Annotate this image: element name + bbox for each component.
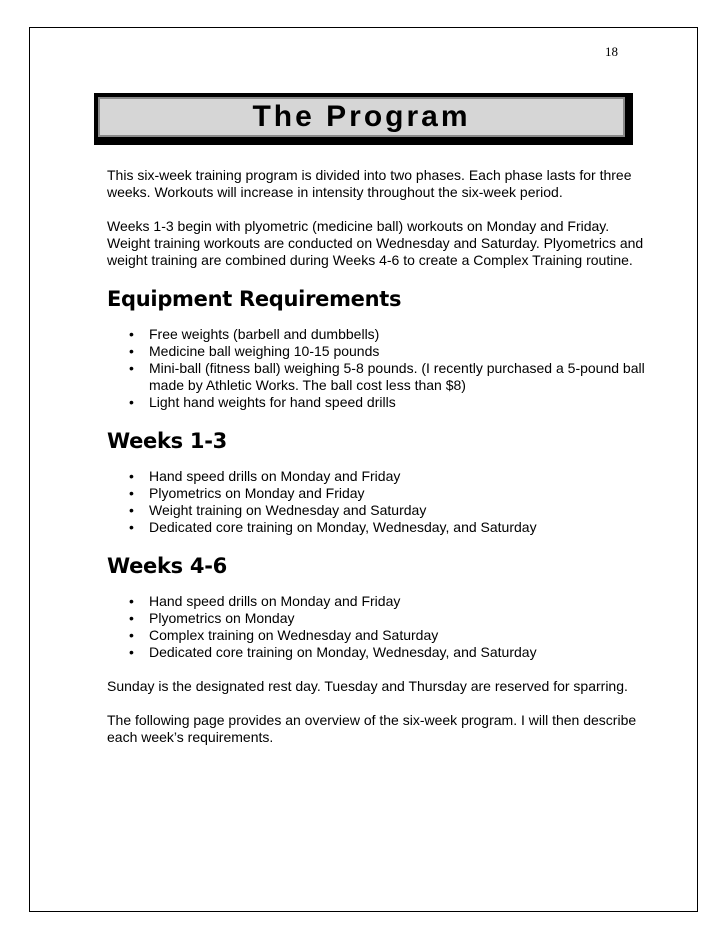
intro-paragraph-1: This six-week training program is divided into two phases. Each phase lasts for three weeks. Workouts will increase in intensity throughout the six-week period. <box>107 167 632 200</box>
closing-paragraph-1: Sunday is the designated rest day. Tuesday and Thursday are reserved for sparring. <box>107 678 628 694</box>
list-item: • Dedicated core training on Monday, Wednesday, and Saturday <box>129 519 537 535</box>
bullet-icon: • <box>129 519 134 535</box>
intro-paragraph-2: Weeks 1-3 begin with plyometric (medicine ball) workouts on Monday and Friday. Weight training workouts are conducted on Wednesday and Saturday. Plyometrics and weight training are combined during Weeks 4-6 to create a Complex Training routine. <box>107 218 644 268</box>
equipment-list <box>107 326 647 411</box>
list-item: • Mini-ball (fitness ball) weighing 5-8 pounds. (I recently purchased a 5-pound ball made by Athletic Works. The ball cost less than $8) <box>129 360 645 393</box>
list-item: • Complex training on Wednesday and Saturday <box>129 627 439 643</box>
weeks-1-3-list <box>107 468 647 536</box>
bullet-icon: • <box>129 502 134 518</box>
list-item: • Weight training on Wednesday and Saturday <box>129 502 427 518</box>
bullet-icon: • <box>129 644 134 660</box>
list-item: • Hand speed drills on Monday and Friday <box>129 593 401 609</box>
section-heading-weeks-4-6: Weeks 4-6 <box>107 554 227 578</box>
title-box <box>94 93 633 145</box>
document-body <box>107 167 647 763</box>
title-banner <box>98 97 625 137</box>
bullet-icon: • <box>129 468 134 484</box>
list-item: • Medicine ball weighing 10-15 pounds <box>129 343 380 359</box>
page-number: 18 <box>605 44 618 59</box>
weeks-4-6-list <box>107 593 647 661</box>
section-heading-weeks-1-3: Weeks 1-3 <box>107 429 227 453</box>
list-item: • Free weights (barbell and dumbbells) <box>129 326 380 342</box>
section-heading-equipment: Equipment Requirements <box>107 287 402 311</box>
bullet-icon: • <box>129 593 134 609</box>
bullet-icon: • <box>129 360 134 376</box>
list-item: • Plyometrics on Monday and Friday <box>129 485 365 501</box>
bullet-icon: • <box>129 610 134 626</box>
list-item: • Hand speed drills on Monday and Friday <box>129 468 401 484</box>
list-item: • Light hand weights for hand speed drills <box>129 394 396 410</box>
list-item: • Dedicated core training on Monday, Wednesday, and Saturday <box>129 644 537 660</box>
bullet-icon: • <box>129 627 134 643</box>
bullet-icon: • <box>129 326 134 342</box>
bullet-icon: • <box>129 394 134 410</box>
list-item: • Plyometrics on Monday <box>129 610 295 626</box>
bullet-icon: • <box>129 485 134 501</box>
bullet-icon: • <box>129 343 134 359</box>
closing-paragraph-2: The following page provides an overview of the six-week program. I will then describe each week’s requirements. <box>107 712 637 745</box>
page-title: The Program <box>252 100 471 133</box>
